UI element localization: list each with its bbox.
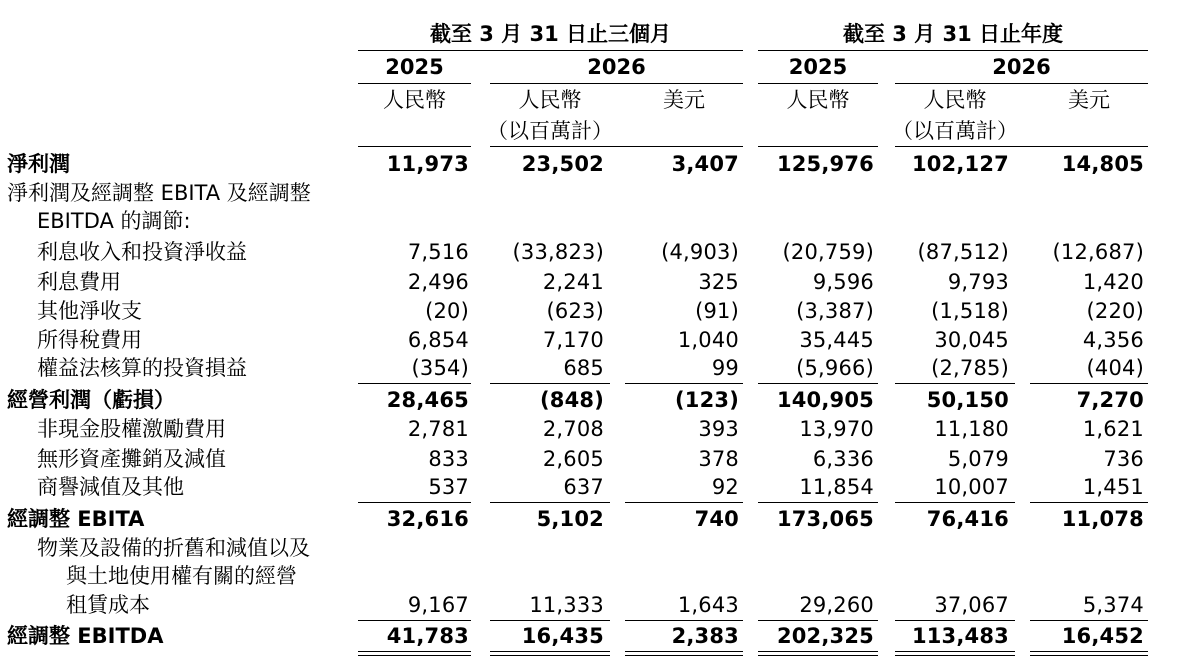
subtotal-rule [358, 502, 471, 503]
rule-year-4 [895, 83, 1148, 84]
table-row-adjusted-ebita [0, 505, 1200, 534]
row-label: 利息收入和投資淨收益 [37, 240, 247, 264]
value-cell: 7,516 [407, 240, 469, 264]
value-cell: (12,687) [1052, 240, 1144, 264]
value-cell: 9,167 [407, 593, 469, 617]
value-cell: 378 [698, 447, 739, 471]
subtotal-rule [895, 620, 1015, 621]
unit-note-left: （以百萬計） [487, 119, 613, 143]
value-cell: 5,102 [536, 507, 604, 531]
table-row-interest-expense [0, 268, 1200, 297]
header-currency-3: 美元 [663, 88, 705, 112]
value-cell: 125,976 [776, 152, 874, 176]
subtotal-rule [758, 502, 878, 503]
table-row-reconciliation-heading-2 [0, 207, 1200, 236]
subtotal-rule [758, 620, 878, 621]
value-cell: (20,759) [782, 240, 874, 264]
value-cell: (2,785) [931, 356, 1009, 380]
double-underline [358, 651, 471, 656]
header-year-2026-a: 2026 [587, 55, 646, 79]
value-cell: (404) [1086, 356, 1144, 380]
value-cell: (123) [674, 388, 739, 412]
unit-note-right: （以百萬計） [892, 119, 1018, 143]
value-cell: 2,605 [542, 447, 604, 471]
row-label: EBITDA 的調節: [37, 209, 191, 233]
row-label: 權益法核算的投資損益 [37, 356, 247, 380]
value-cell: 833 [428, 447, 469, 471]
subtotal-rule [1030, 502, 1148, 503]
header-year: 截至 3 月 31 日止年度 [842, 22, 1064, 46]
value-cell: 4,356 [1082, 328, 1144, 352]
value-cell: 2,241 [542, 270, 604, 294]
row-label: 淨利潤 [7, 152, 70, 176]
value-cell: 393 [698, 417, 739, 441]
subtotal-rule [1030, 620, 1148, 621]
value-cell: 325 [698, 270, 739, 294]
row-label: 經營利潤（虧損） [7, 388, 175, 412]
value-cell: 1,420 [1082, 270, 1144, 294]
subtotal-rule [490, 620, 610, 621]
subtotal-rule [490, 383, 610, 384]
value-cell: 32,616 [386, 507, 469, 531]
table-row-depreciation-line2 [0, 562, 1200, 591]
rule-year-1 [358, 83, 471, 84]
double-underline [1030, 651, 1148, 656]
value-cell: 11,078 [1061, 507, 1144, 531]
value-cell: 11,973 [386, 152, 469, 176]
value-cell: (4,903) [661, 240, 739, 264]
table-row-share-based-comp [0, 415, 1200, 444]
subtotal-rule [358, 620, 471, 621]
value-cell: 637 [563, 475, 604, 499]
value-cell: 23,502 [521, 152, 604, 176]
header-currency-2: 人民幣 [518, 88, 582, 112]
row-label: 無形資產攤銷及減值 [37, 447, 226, 471]
value-cell: (5,966) [796, 356, 874, 380]
value-cell: 37,067 [934, 593, 1009, 617]
row-label: 淨利潤及經調整 EBITA 及經調整 [7, 181, 311, 205]
value-cell: (87,512) [917, 240, 1009, 264]
rule-currency-4 [895, 146, 1148, 147]
value-cell: 35,445 [799, 328, 874, 352]
value-cell: (91) [695, 299, 739, 323]
value-cell: 50,150 [926, 388, 1009, 412]
header-currency-6: 美元 [1068, 88, 1110, 112]
value-cell: 10,007 [934, 475, 1009, 499]
table-row-equity-method [0, 354, 1200, 383]
value-cell: 16,452 [1061, 624, 1144, 648]
value-cell: 11,333 [529, 593, 604, 617]
header-year-2025-b: 2025 [788, 55, 848, 79]
value-cell: 2,496 [407, 270, 469, 294]
value-cell: 1,451 [1082, 475, 1144, 499]
row-label: 租賃成本 [66, 593, 150, 617]
row-label: 利息費用 [37, 270, 121, 294]
table-row-depreciation-line1 [0, 534, 1200, 563]
value-cell: 92 [711, 475, 739, 499]
row-label: 經調整 EBITDA [7, 624, 164, 648]
value-cell: 736 [1103, 447, 1144, 471]
subtotal-rule [490, 502, 610, 503]
double-underline [625, 651, 743, 656]
table-row-reconciliation-heading [0, 179, 1200, 208]
header-three-months: 截至 3 月 31 日止三個月 [429, 22, 672, 46]
row-label: 所得稅費用 [37, 328, 142, 352]
value-cell: 11,854 [799, 475, 874, 499]
table-row-operating-income [0, 386, 1200, 415]
value-cell: 13,970 [799, 417, 874, 441]
value-cell: (33,823) [512, 240, 604, 264]
double-underline [490, 651, 610, 656]
subtotal-rule [625, 383, 743, 384]
subtotal-rule [895, 502, 1015, 503]
value-cell: 16,435 [521, 624, 604, 648]
value-cell: 1,621 [1082, 417, 1144, 441]
row-label: 商譽減值及其他 [37, 475, 184, 499]
table-row-income-tax [0, 326, 1200, 355]
header-year-2026-b: 2026 [992, 55, 1051, 79]
value-cell: 41,783 [386, 624, 469, 648]
value-cell: 29,260 [799, 593, 874, 617]
header-currency-5: 人民幣 [923, 88, 987, 112]
value-cell: 685 [563, 356, 604, 380]
row-label: 經調整 EBITA [7, 507, 145, 531]
value-cell: 2,383 [671, 624, 739, 648]
rule-period-right [758, 50, 1148, 51]
value-cell: 30,045 [934, 328, 1009, 352]
value-cell: 140,905 [776, 388, 874, 412]
subtotal-rule [625, 620, 743, 621]
value-cell: 7,270 [1076, 388, 1144, 412]
table-row-goodwill [0, 473, 1200, 502]
value-cell: 99 [711, 356, 739, 380]
value-cell: 6,336 [812, 447, 874, 471]
value-cell: 1,643 [677, 593, 739, 617]
value-cell: (623) [546, 299, 604, 323]
value-cell: (3,387) [796, 299, 874, 323]
value-cell: (1,518) [931, 299, 1009, 323]
value-cell: 2,708 [542, 417, 604, 441]
value-cell: 28,465 [386, 388, 469, 412]
value-cell: 9,793 [947, 270, 1009, 294]
value-cell: (354) [411, 356, 469, 380]
value-cell: 3,407 [671, 152, 739, 176]
value-cell: (220) [1086, 299, 1144, 323]
double-underline [895, 651, 1015, 656]
value-cell: 537 [428, 475, 469, 499]
header-currency-1: 人民幣 [383, 88, 446, 112]
rule-year-3 [758, 83, 878, 84]
subtotal-rule [895, 383, 1015, 384]
header-year-2025-a: 2025 [385, 55, 444, 79]
rule-year-2 [490, 83, 743, 84]
value-cell: 5,079 [947, 447, 1009, 471]
value-cell: 5,374 [1082, 593, 1144, 617]
row-label: 物業及設備的折舊和減值以及 [37, 536, 310, 560]
table-row-depreciation [0, 591, 1200, 620]
table-row-adjusted-ebitda [0, 622, 1200, 651]
value-cell: 6,854 [407, 328, 469, 352]
table-row-other-net [0, 297, 1200, 326]
value-cell: 2,781 [407, 417, 469, 441]
subtotal-rule [358, 383, 471, 384]
double-underline [758, 651, 878, 656]
value-cell: 202,325 [776, 624, 874, 648]
rule-currency-1 [358, 146, 471, 147]
rule-currency-2 [490, 146, 743, 147]
value-cell: 76,416 [926, 507, 1009, 531]
table-row-interest-income [0, 238, 1200, 267]
value-cell: (848) [539, 388, 604, 412]
value-cell: (20) [425, 299, 469, 323]
subtotal-rule [625, 502, 743, 503]
subtotal-rule [758, 383, 878, 384]
value-cell: 113,483 [911, 624, 1009, 648]
rule-currency-3 [758, 146, 878, 147]
value-cell: 1,040 [677, 328, 739, 352]
value-cell: 14,805 [1061, 152, 1144, 176]
value-cell: 102,127 [911, 152, 1009, 176]
header-currency-4: 人民幣 [786, 88, 850, 112]
subtotal-rule [1030, 383, 1148, 384]
value-cell: 11,180 [934, 417, 1009, 441]
rule-period-left [358, 50, 743, 51]
row-label: 與土地使用權有關的經營 [66, 564, 297, 588]
value-cell: 740 [694, 507, 739, 531]
value-cell: 173,065 [776, 507, 874, 531]
table-row-amortization [0, 445, 1200, 474]
row-label: 其他淨收支 [37, 299, 142, 323]
value-cell: 9,596 [812, 270, 874, 294]
value-cell: 7,170 [542, 328, 604, 352]
table-row-net-income [0, 150, 1200, 179]
row-label: 非現金股權激勵費用 [37, 417, 226, 441]
